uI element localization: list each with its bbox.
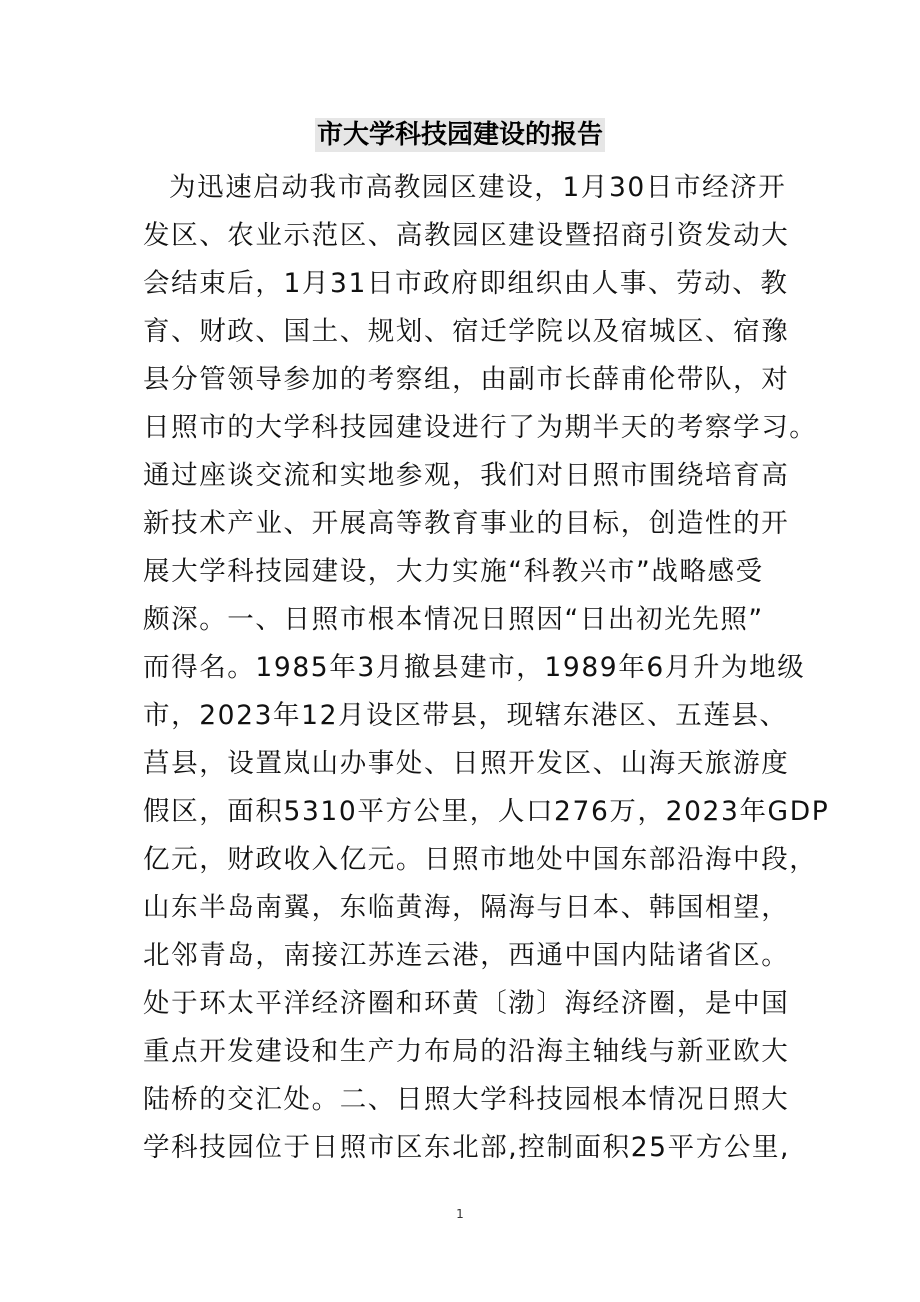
body-line: 重点开发建设和生产力布局的沿海主轴线与新亚欧大 [143, 1036, 790, 1067]
body-line: 为迅速启动我市高教园区建设，1月30日市经济开 [169, 172, 787, 203]
document-title: 市大学科技园建设的报告 [316, 120, 603, 150]
body-line: 展大学科技园建设，大力实施“科教兴市”战略感受 [143, 556, 764, 587]
body-line: 假区，面积5310平方公里，人口276万，2023年GDP [143, 796, 830, 827]
body-line: 日照市的大学科技园建设进行了为期半天的考察学习。 [143, 412, 818, 443]
body-line: 学科技园位于日照市区东北部,控制面积25平方公里, [143, 1132, 791, 1163]
body-line: 山东半岛南翼，东临黄海，隔海与日本、韩国相望， [143, 892, 790, 923]
body-line: 而得名。1985年3月撤县建市，1989年6月升为地级 [143, 652, 806, 683]
body-line: 北邻青岛，南接江苏连云港，西通中国内陆诸省区。 [143, 940, 790, 971]
body-line: 颇深。一、日照市根本情况日照因“日出初光先照” [143, 604, 764, 635]
document-body [143, 168, 830, 1176]
title-container [0, 118, 920, 152]
body-line: 通过座谈交流和实地参观，我们对日照市围绕培育高 [143, 460, 790, 491]
body-line: 市，2023年12月设区带县，现辖东港区、五莲县、 [143, 700, 788, 731]
body-line: 县分管领导参加的考察组，由副市长薛甫伦带队，对 [143, 364, 790, 395]
body-line: 处于环太平洋经济圈和环黄〔渤〕海经济圈，是中国 [143, 988, 790, 1019]
body-line: 亿元，财政收入亿元。日照市地处中国东部沿海中段， [143, 844, 818, 875]
body-line: 新技术产业、开展高等教育事业的目标，创造性的开 [143, 508, 790, 539]
body-line: 莒县，设置岚山办事处、日照开发区、山海天旅游度 [143, 748, 790, 779]
body-line: 育、财政、国土、规划、宿迁学院以及宿城区、宿豫 [143, 316, 790, 347]
body-line: 会结束后，1月31日市政府即组织由人事、劳动、教 [143, 268, 789, 299]
page-number: 1 [456, 1207, 464, 1221]
body-line: 陆桥的交汇处。二、日照大学科技园根本情况日照大 [143, 1084, 790, 1115]
body-line: 发区、农业示范区、高教园区建设暨招商引资发动大 [143, 220, 790, 251]
